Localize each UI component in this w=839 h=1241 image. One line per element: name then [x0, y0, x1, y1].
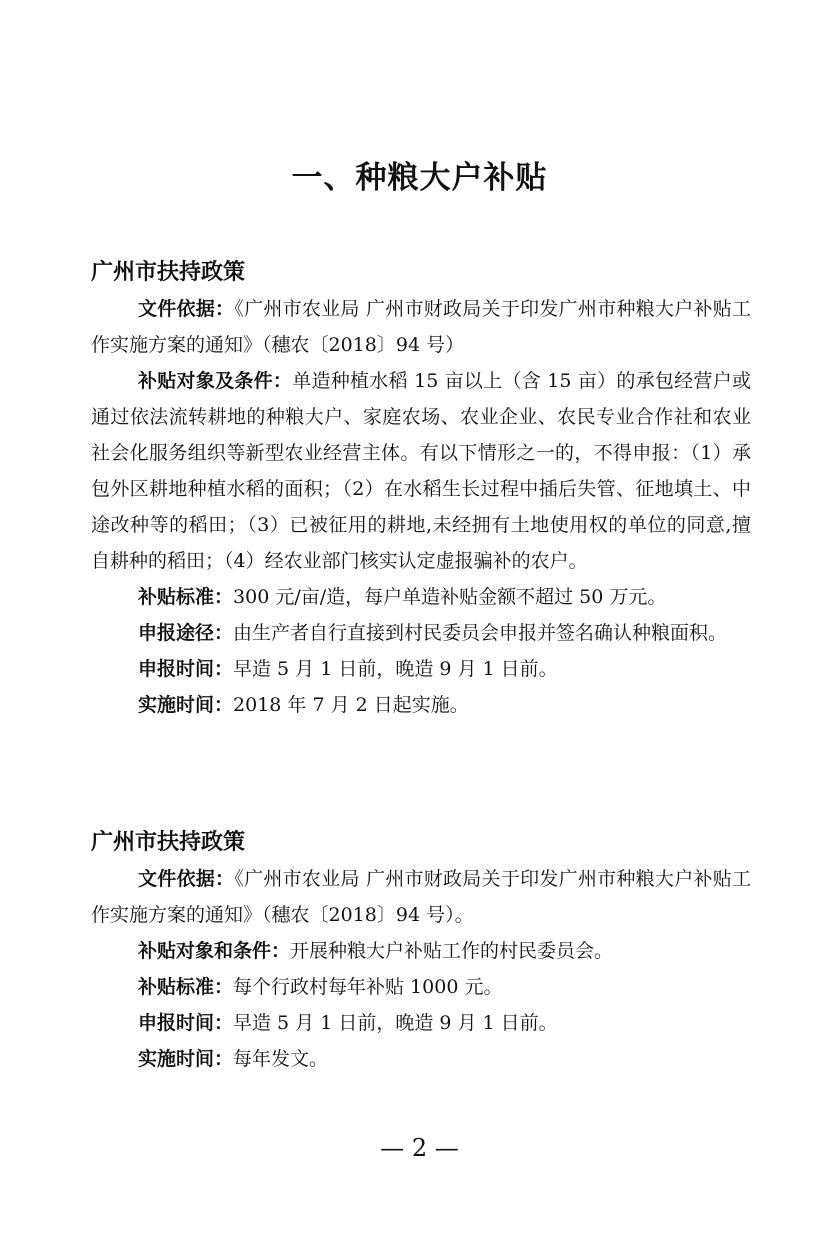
paragraph-label: 申报时间：: [138, 658, 234, 680]
paragraph-subsidy-target: [91, 363, 751, 579]
paragraph-label: 申报途径：: [138, 622, 234, 644]
paragraph-text: 早造 5 月 1 日前，晚造 9 月 1 日前。: [233, 1012, 558, 1034]
paragraph-text: 《广州市农业局 广州市财政局关于印发广州市种粮大户补贴工作实施方案的通知》（穗农〔2018〕94 号）: [91, 298, 751, 356]
paragraph-text: 2018 年 7 月 2 日起实施。: [233, 694, 469, 716]
policy-section-1: [91, 256, 751, 723]
paragraph-text: 由生产者自行直接到村民委员会申报并签名确认种粮面积。: [233, 622, 728, 644]
paragraph-text: 每个行政村每年补贴 1000 元。: [233, 976, 503, 998]
paragraph-label: 文件依据：: [138, 298, 235, 320]
paragraph-label: 实施时间：: [138, 694, 234, 716]
paragraph-label: 补贴标准：: [138, 976, 234, 998]
paragraph-application-time: [91, 651, 751, 687]
paragraph-implementation-time: [91, 687, 751, 723]
section-heading: 广州市扶持政策: [91, 830, 246, 855]
section-heading: 广州市扶持政策: [91, 260, 246, 285]
paragraph-application-channel: [91, 615, 751, 651]
paragraph-text: 《广州市农业局 广州市财政局关于印发广州市种粮大户补贴工作实施方案的通知》（穗农〔2018〕94 号）。: [91, 868, 751, 926]
paragraph-label: 文件依据：: [138, 868, 235, 890]
paragraph-file-basis: [91, 291, 751, 363]
paragraph-text: 早造 5 月 1 日前，晚造 9 月 1 日前。: [233, 658, 558, 680]
policy-section-2: [91, 826, 751, 1077]
paragraph-text: 每年发文。: [233, 1048, 329, 1070]
paragraph-label: 补贴对象及条件：: [138, 370, 293, 392]
paragraph-label: 补贴对象和条件：: [138, 940, 291, 962]
paragraph-label: 补贴标准：: [138, 586, 234, 608]
paragraph-text: 开展种粮大户补贴工作的村民委员会。: [290, 940, 614, 962]
page-title: 一、种粮大户补贴: [291, 160, 548, 196]
paragraph-text: 单造种植水稻 15 亩以上（含 15 亩）的承包经营户或通过依法流转耕地的种粮大户、家庭农场、农业企业、农民专业合作社和农业社会化服务组织等新型农业经营主体。有以下情形之一的，不得申报：（1）承包外区耕地种植水稻的面积；（2）在水稻生长过程中插后失管、征地填土、中途改种等的稻田；（3）已被征用的耕地,未经拥有土地使用权的单位的同意,擅自耕种的稻田；（4）经农业部门核实认定虚报骗补的农户。: [91, 370, 751, 572]
paragraph-subsidy-standard: [91, 969, 751, 1005]
paragraph-subsidy-target: [91, 933, 751, 969]
paragraph-label: 申报时间：: [138, 1012, 234, 1034]
paragraph-implementation-time: [91, 1041, 751, 1077]
paragraph-label: 实施时间：: [138, 1048, 234, 1070]
paragraph-subsidy-standard: [91, 579, 751, 615]
paragraph-application-time: [91, 1005, 751, 1041]
paragraph-text: 300 元/亩/造，每户单造补贴金额不超过 50 万元。: [233, 586, 667, 608]
paragraph-file-basis: [91, 861, 751, 933]
page-number: — 2 —: [380, 1134, 459, 1162]
